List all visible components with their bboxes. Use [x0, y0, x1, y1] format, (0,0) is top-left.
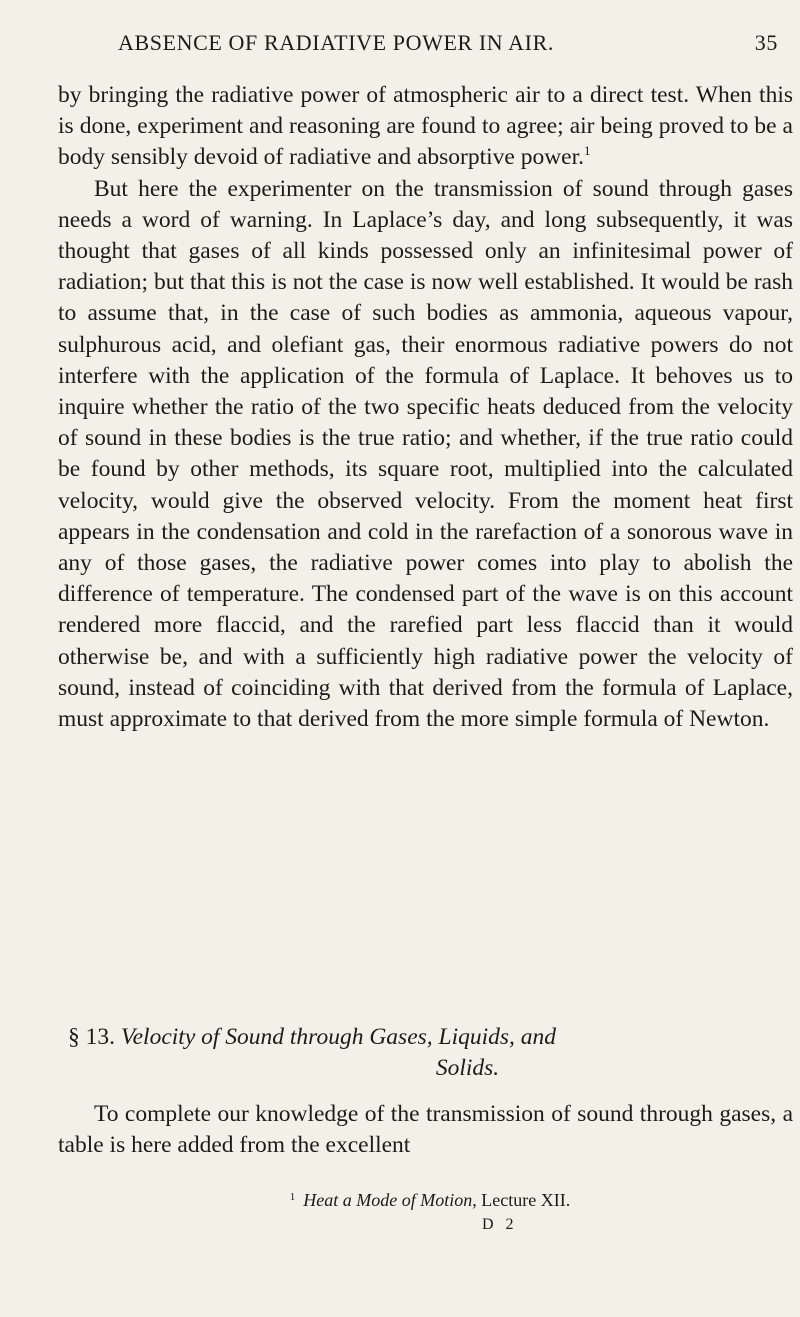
running-head	[118, 30, 790, 60]
footnote-reference: 1	[584, 143, 591, 159]
paragraph-2: But here the experimenter on the transmission of sound through gases needs a word of warning. In Laplace’s day, and long subsequently, it was thought that gases of all kinds possessed only an infinitesimal power of radiation; but that this is not the case is now well established. It would be rash to assume that, in the case of such bodies as ammonia, aqueous vapour, sulphurous acid, and olefiant gas, their enormous radiative powers do not interfere with the application of the formula of Laplace. It behoves us to inquire whether the ratio of the two specific heats deduced from the velocity of sound in these bodies is the true ratio; and whether, if the true ratio could be found by other methods, its square root, multiplied into the calculated velocity, would give the observed velocity. From the moment heat first appears in the condensation and cold in the rarefaction of a sonorous wave in any of those gases, the radiative power comes into play to abolish the difference of temperature. The condensed part of the wave is on this account rendered more flaccid, and the rarefied part less flaccid than it would otherwise be, and with a sufficiently high radiative power the velocity of sound, instead of coinciding with that derived from the formula of Laplace, must approximate to that derived from the more simple formula of Newton.	[58, 175, 793, 733]
body-text-continued	[58, 1099, 793, 1161]
section-title-line2: Solids.	[435, 1055, 500, 1082]
footnote-title: Heat a Mode of Motion	[303, 1190, 473, 1210]
paragraph-3: To complete our knowledge of the transmission of sound through gases, a table is here added from the excellent	[58, 1101, 793, 1159]
paragraph-1	[58, 80, 793, 174]
footnote-marker: 1	[289, 1191, 296, 1203]
page-number: 35	[754, 30, 778, 55]
footnote	[120, 1185, 740, 1212]
section-title-line1: Velocity of Sound through Gases, Liquids, and	[120, 1024, 557, 1050]
running-title: ABSENCE OF RADIATIVE POWER IN AIR.	[118, 30, 554, 55]
section-heading	[58, 1022, 793, 1084]
signature-mark: D 2	[482, 1216, 518, 1233]
footnote-rest: , Lecture XII.	[472, 1190, 571, 1210]
paragraph-1-text: by bringing the radiative power of atmospheric air to a direct test. When this is done, experiment and reasoning are found to agree; air being proved to be a body sensibly devoid of radiative and absorptive power.	[58, 82, 793, 171]
body-text	[58, 80, 793, 735]
section-number: § 13.	[68, 1024, 115, 1050]
